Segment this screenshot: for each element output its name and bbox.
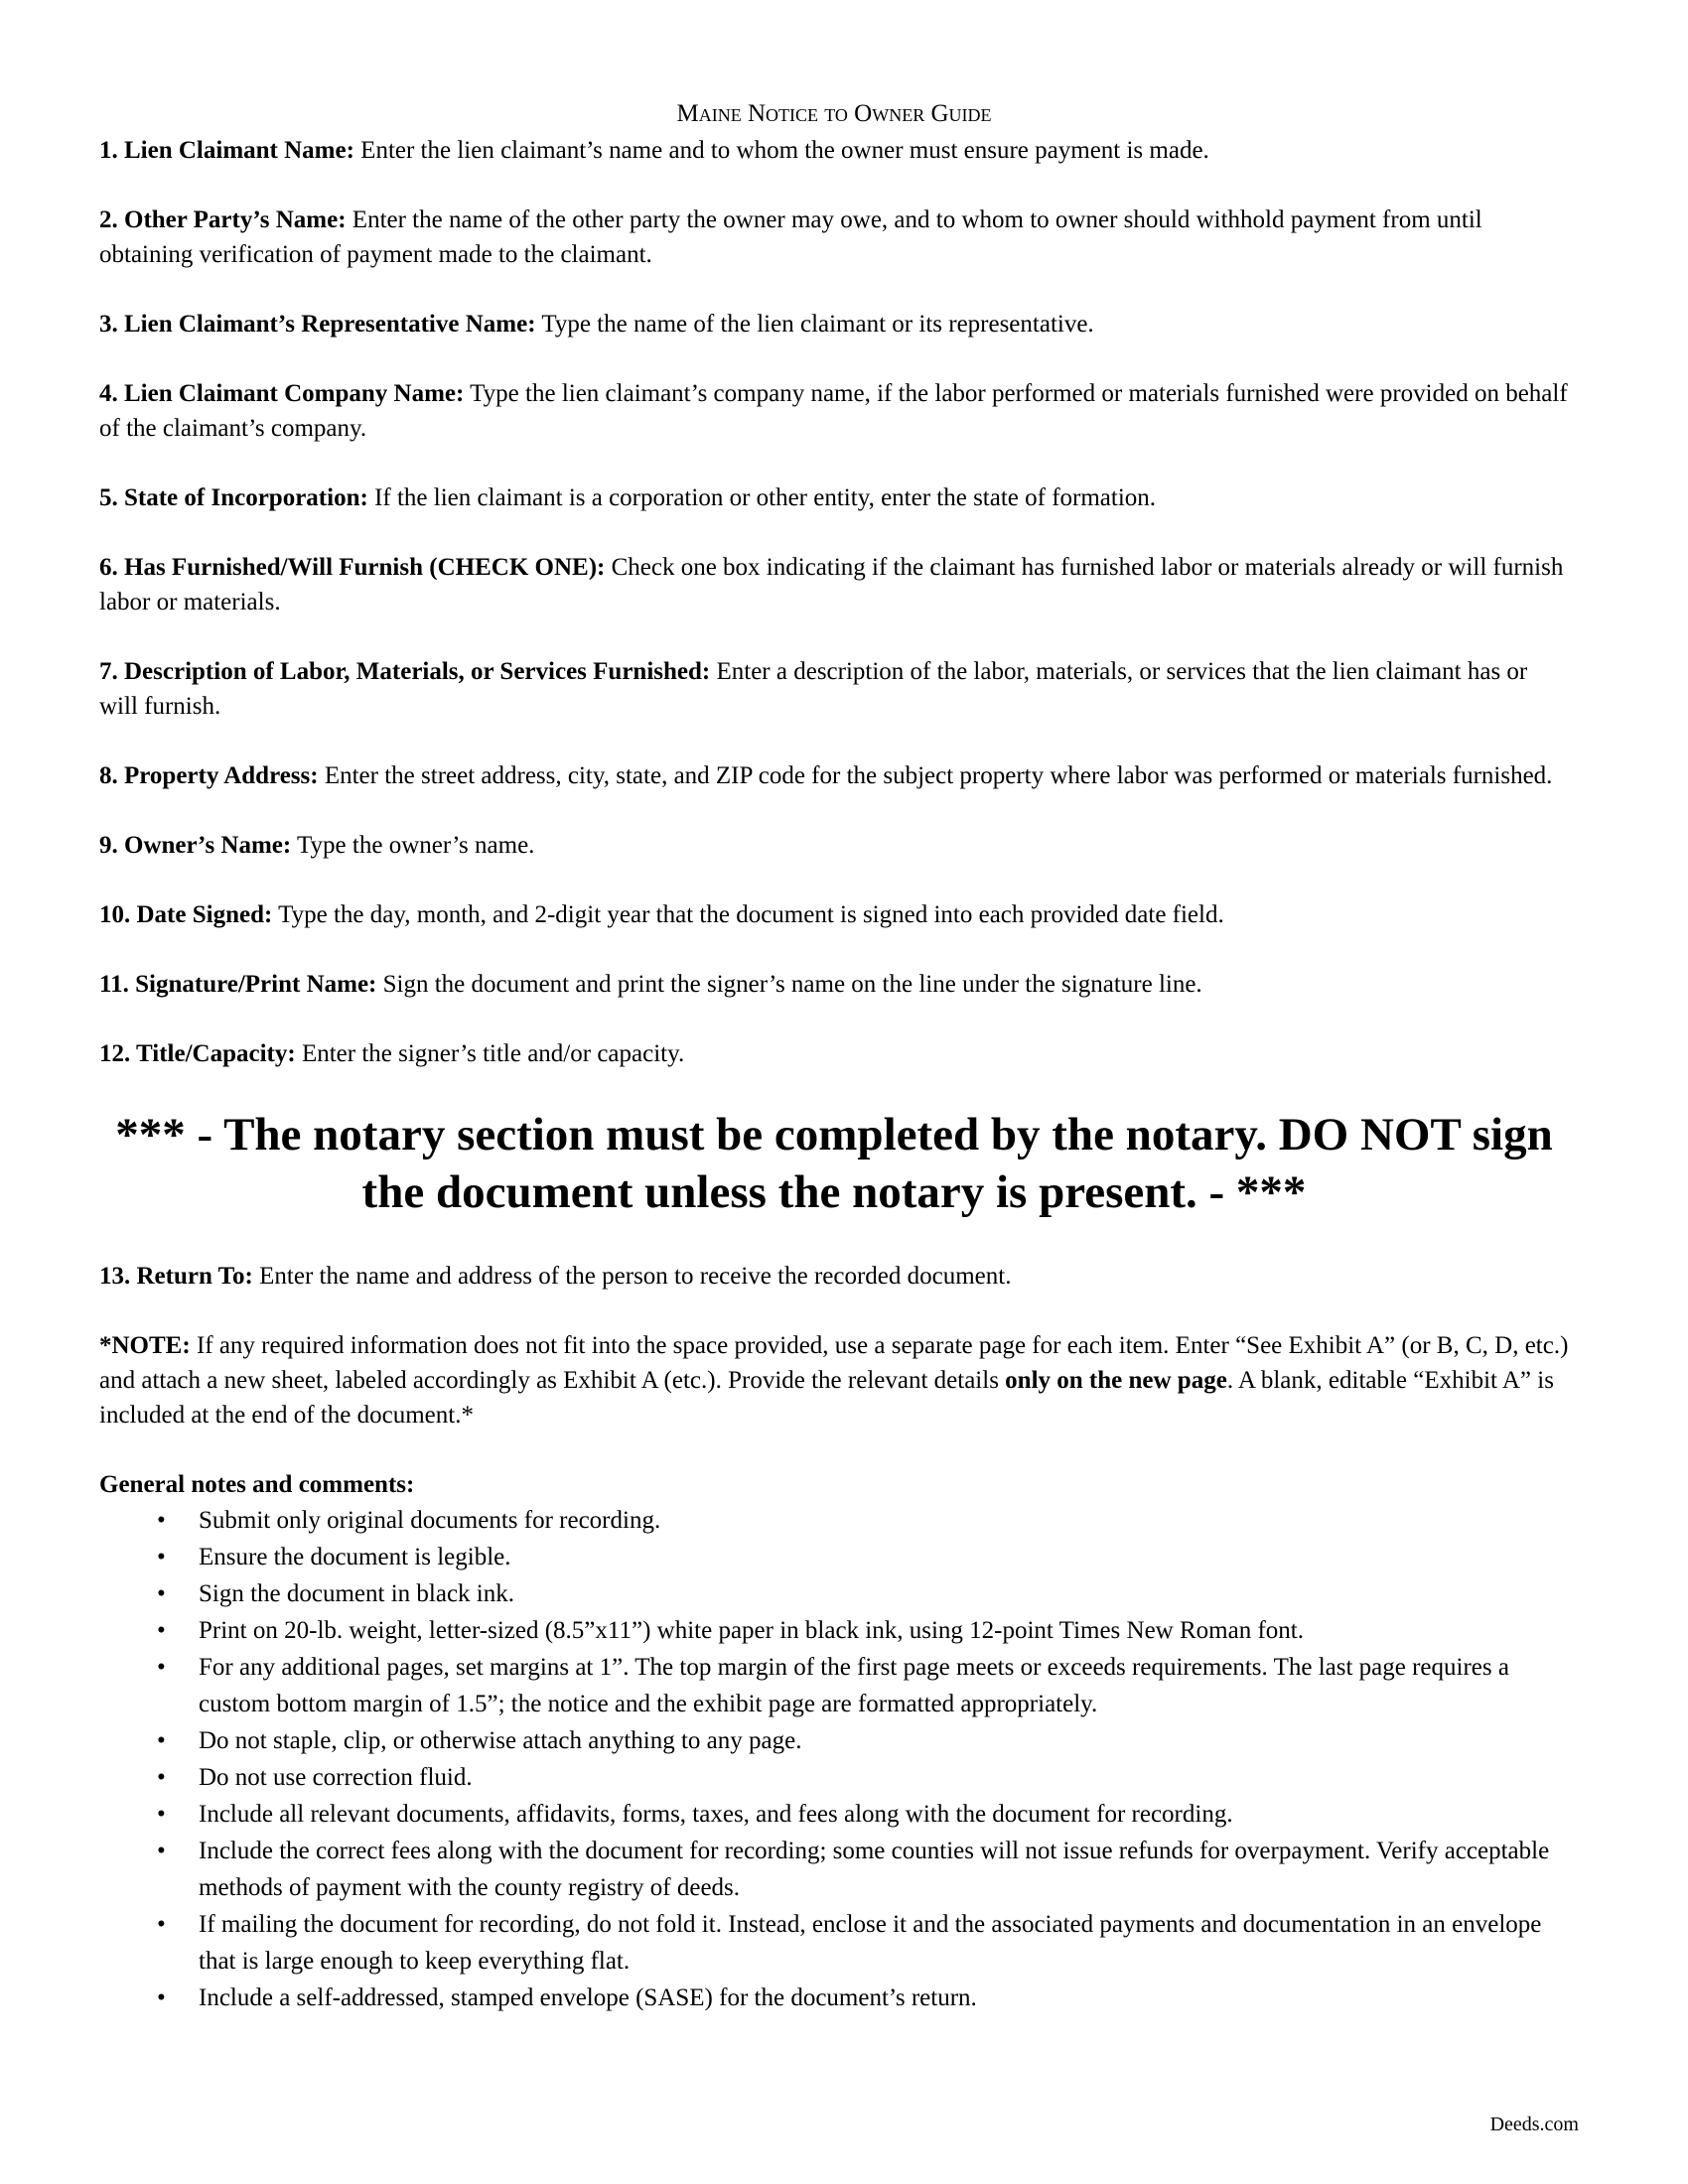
item-text: Enter the lien claimant’s name and to whom the owner must ensure payment is made. — [353, 137, 1209, 164]
instruction-item — [99, 307, 1569, 341]
bullet-icon: • — [157, 1911, 166, 1938]
item-label: 4. Lien Claimant Company Name: — [99, 380, 465, 407]
note-text: If any required information does not fit into the space provided, use a separate page for each item. Enter “See Exhibit A” (or B, C, D, etc.) and attach a new sheet, labeled accordingly as Exhibit A (etc.). Provide the relevant details — [99, 1332, 1569, 1394]
list-item-text: Do not staple, clip, or otherwise attach anything to any page. — [199, 1727, 802, 1754]
notary-warning: *** - The notary section must be completed by the notary. DO NOT sign the document unless the notary is present. - *** — [115, 1109, 1553, 1218]
document-title: Maine Notice to Owner Guide — [676, 100, 992, 127]
list-item-text: Print on 20-lb. weight, letter-sized (8.5”x11”) white paper in black ink, using 12-point Times New Roman font. — [199, 1617, 1304, 1644]
bullet-icon: • — [157, 1507, 166, 1534]
bullet-icon: • — [157, 1764, 166, 1791]
footer-brand: Deeds.com — [1489, 2114, 1579, 2135]
list-item-text: Ensure the document is legible. — [199, 1544, 511, 1570]
instruction-item — [99, 828, 1569, 863]
list-item — [99, 1796, 1569, 1833]
item-text: Enter the name and address of the person to receive the recorded document. — [252, 1263, 1012, 1290]
list-item — [99, 1575, 1569, 1612]
list-item — [99, 1722, 1569, 1759]
item-text: Sign the document and print the signer’s name on the line under the signature line. — [376, 971, 1202, 998]
item-label: 2. Other Party’s Name: — [99, 206, 347, 233]
bullet-icon: • — [157, 1984, 166, 2011]
list-item — [99, 1502, 1569, 1539]
item-text: Type the name of the lien claimant or its representative. — [535, 311, 1094, 338]
item-text: Type the lien claimant’s company name, if the labor performed or materials furnished were provided on behalf of the claimant’s company. — [99, 380, 1568, 442]
list-item-text: Include all relevant documents, affidavits, forms, taxes, and fees along with the document for recording. — [199, 1801, 1233, 1828]
item-text: Type the owner’s name. — [291, 832, 535, 859]
note-text-end: . A blank, editable “Exhibit A” is included at the end of the document.* — [99, 1367, 1554, 1429]
return-to-item — [99, 1259, 1569, 1294]
bullet-icon: • — [157, 1580, 166, 1607]
list-item — [99, 1759, 1569, 1796]
item-text: Enter the signer’s title and/or capacity. — [295, 1040, 685, 1067]
instruction-item — [99, 654, 1569, 724]
instruction-item — [99, 967, 1569, 1002]
list-item — [99, 1612, 1569, 1649]
instruction-item — [99, 550, 1569, 619]
instruction-item — [99, 897, 1569, 932]
item-label: 3. Lien Claimant’s Representative Name: — [99, 311, 536, 338]
bullet-icon: • — [157, 1654, 166, 1681]
item-label: 12. Title/Capacity: — [99, 1040, 296, 1067]
item-text: If the lien claimant is a corporation or other entity, enter the state of formation. — [367, 484, 1157, 511]
exhibit-note — [99, 1328, 1569, 1433]
item-label: 13. Return To: — [99, 1263, 253, 1290]
instruction-item — [99, 133, 1569, 168]
list-item-text: Include a self-addressed, stamped envelope (SASE) for the document’s return. — [199, 1984, 977, 2011]
bullet-icon: • — [157, 1801, 166, 1828]
list-item — [99, 1906, 1569, 1979]
list-item — [99, 1979, 1569, 2016]
bullet-icon: • — [157, 1617, 166, 1644]
note-label: *NOTE: — [99, 1332, 191, 1359]
list-item-text: Include the correct fees along with the document for recording; some counties will not issue refunds for overpayment. Verify acceptable methods of payment with the county registry of deeds. — [199, 1838, 1550, 1901]
document-page — [99, 99, 1569, 2016]
item-label: 6. Has Furnished/Will Furnish (CHECK ONE): — [99, 554, 606, 581]
item-text: Enter the street address, city, state, and ZIP code for the subject property where labor was performed or materials furnished. — [318, 762, 1553, 789]
item-label: 9. Owner’s Name: — [99, 832, 292, 859]
list-item — [99, 1649, 1569, 1722]
instruction-item — [99, 203, 1569, 272]
bullet-icon: • — [157, 1727, 166, 1754]
general-notes-list — [99, 1502, 1569, 2016]
bullet-icon: • — [157, 1838, 166, 1864]
list-item-text: If mailing the document for recording, do not fold it. Instead, enclose it and the associated payments and documentation in an envelope that is large enough to keep everything flat. — [199, 1911, 1542, 1975]
bullet-icon: • — [157, 1544, 166, 1570]
list-item — [99, 1539, 1569, 1575]
item-label: 10. Date Signed: — [99, 901, 273, 928]
item-label: 7. Description of Labor, Materials, or Services Furnished: — [99, 658, 711, 685]
list-item — [99, 1833, 1569, 1906]
item-label: 8. Property Address: — [99, 762, 319, 789]
instruction-list — [99, 133, 1569, 1071]
instruction-item — [99, 758, 1569, 793]
item-label: 5. State of Incorporation: — [99, 484, 368, 511]
instruction-item — [99, 1036, 1569, 1071]
item-text: Enter the name of the other party the owner may owe, and to whom to owner should withhold payment from until obtaining verification of payment made to the claimant. — [99, 206, 1482, 268]
item-text: Check one box indicating if the claimant has furnished labor or materials already or will furnish labor or materials. — [99, 554, 1564, 615]
list-item-text: For any additional pages, set margins at 1”. The top margin of the first page meets or exceeds requirements. The last page requires a custom bottom margin of 1.5”; the notice and the exhibit page are formatted appropriately. — [199, 1654, 1509, 1717]
instruction-item — [99, 376, 1569, 446]
item-text: Type the day, month, and 2-digit year that the document is signed into each provided date field. — [272, 901, 1224, 928]
item-label: 11. Signature/Print Name: — [99, 971, 377, 998]
instruction-item — [99, 480, 1569, 515]
general-notes-heading: General notes and comments: — [99, 1471, 415, 1498]
list-item-text: Submit only original documents for recording. — [199, 1507, 661, 1534]
item-label: 1. Lien Claimant Name: — [99, 137, 354, 164]
item-text: Enter a description of the labor, materials, or services that the lien claimant has or will furnish. — [99, 658, 1528, 720]
note-bold-text: only on the new page — [1005, 1367, 1227, 1394]
list-item-text: Sign the document in black ink. — [199, 1580, 515, 1607]
list-item-text: Do not use correction fluid. — [199, 1764, 473, 1791]
